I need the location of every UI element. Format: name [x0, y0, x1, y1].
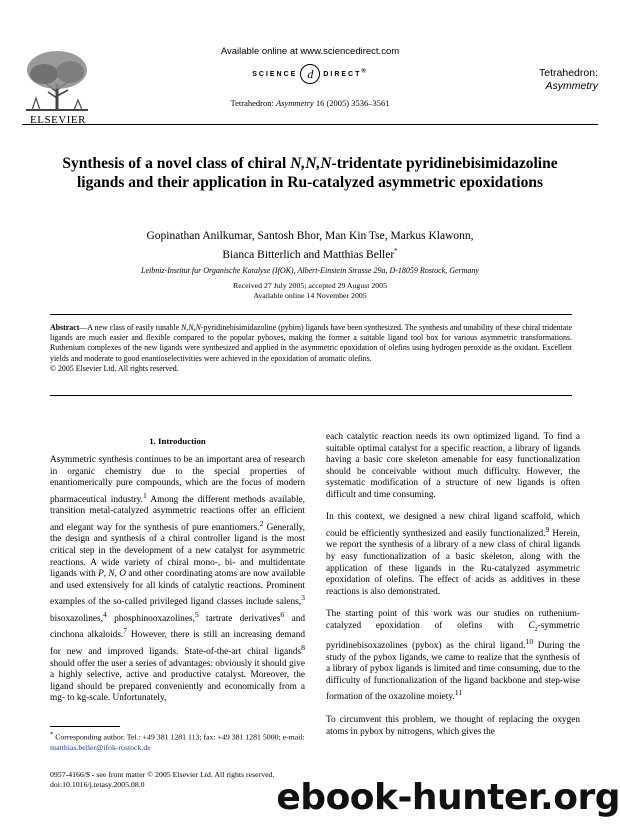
journal-name-line1: Tetrahedron:: [539, 67, 598, 79]
ref-4[interactable]: 4: [102, 609, 107, 619]
journal-citation: [0, 98, 620, 108]
abstract: [50, 323, 572, 374]
abstract-dash: —: [79, 323, 88, 332]
column-right: [326, 432, 580, 738]
ref-1[interactable]: 1: [143, 490, 147, 500]
corresponding-mark: *: [394, 247, 398, 255]
intro-paragraph-5: To circumvent this problem, we thought of replacing the oxygen atoms in pybox by nitrogens, which gives the: [326, 715, 580, 737]
title-part1: Synthesis of a novel class of chiral: [62, 155, 291, 172]
ref-6[interactable]: 6: [280, 609, 285, 619]
ref-2[interactable]: 2: [259, 518, 264, 528]
footer-line1: 0957-4166/$ - see front matter © 2005 Elsevier Ltd. All rights reserved.: [50, 770, 275, 779]
intro-paragraph-4: The starting point of this work was our studies on ruthenium-catalyzed epoxidation of olefins with $C_2$-symmetric pyridinebisoxazolines (pybox) as the chiral ligand.$^{10}$ During the study of the pybox ligands, we came to realize that the synthesis of a library of pybox ligands is limited and time consuming, due to the difficulty of functionalization of the ligand backbone and step-wise formation of the oxazoline moiety.$^{11}$: [326, 609, 580, 703]
abstract-bottom-rule: [50, 395, 572, 396]
available-online-line: [0, 46, 620, 57]
intro-paragraph-1: Asymmetric synthesis continues to be an important area of research in organic chemistry due to the special properties of enantiomerically pure compounds, which are the focus of modern pharmaceutical industry.$^1$ Among the different methods available, transition metal-catalyzed asymmetric reactions offer an efficient and elegant way for the synthesis of pure enantiomers.$^2$ Generally, the design and synthesis of a chiral controller ligand is the most critical step in the development of a new catalyst for asymmetric reactions. A wide variety of chiral mono-, bi- and multidentate ligands with P, N, O and other coordinating atoms are now available and used extensively for all kinds of catalytic reactions. Prominent examples of the so-called privileged ligand classes include salens,$^3$ bisoxazolines,$^4$ phosphinooxazolines,$^5$ tartrate derivatives$^6$ and cinchona alkaloids.$^7$ However, there is still an increasing demand for new and improved ligands. State-of-the-art chiral ligands$^8$ should offer the user a series of advantages: obviously it should give a highly selective, active and productive catalyst. Moreover, the ligand should be prepared conveniently and economically from a mg- to kg-scale. Unfortunately,: [50, 455, 305, 704]
authors-line1: Gopinathan Anilkumar, Santosh Bhor, Man Kin Tse, Markus Klawonn,: [146, 230, 474, 242]
publisher-name: ELSEVIER: [30, 114, 86, 126]
journal-name: [539, 67, 598, 93]
elsevier-tree-logo: [22, 48, 92, 120]
intro-paragraph-3: In this context, we designed a new chiral ligand scaffold, which could be efficiently synthesized and easily functionalized.$^9$ Herein, we report the synthesis of a library of a new class of chiral ligands by easy functionalization of a basic skeleton, along with the application of these ligands in the Ru-catalyzed asymmetric epoxidation of olefins. The effect of acids as additives in these reactions is also demonstrated.: [326, 512, 581, 597]
journal-name-line2: Asymmetry: [545, 80, 598, 92]
watermark: ebook-hunter.org: [276, 777, 620, 818]
corresponding-author-footnote: [50, 730, 310, 753]
journal-citation-post: 16 (2005) 3536–3561: [313, 98, 390, 108]
footnote-mark: *: [50, 731, 54, 738]
sciencedirect-logo: [0, 64, 620, 84]
available-online-text: Available online at www.sciencedirect.com: [220, 46, 400, 57]
title-italic: N,N,N: [290, 155, 332, 172]
ref-7[interactable]: 7: [123, 626, 128, 636]
ref-9[interactable]: 9: [545, 524, 550, 534]
footer-doi: doi:10.1016/j.tetasy.2005.08.0: [50, 780, 145, 789]
ref-11[interactable]: 11: [454, 688, 463, 698]
abstract-text2: -pyridinebisimidazoline (pybim) ligands have been synthesized. The synthesis and tunability of these chiral tridentate ligands are much easier and flexible compared to the popular pyboxes, making the former a suitable ligand tool box for various asymmetric transformations. Ruthenium complexes of the new ligands were synthesized and applied in the asymmetric epoxidation of olefins using hydrogen peroxide as the oxidant. Excellent yields and moderate to good enantioselectivities were achieved in the epoxidation of aromatic olefins.: [50, 323, 572, 363]
ref-8[interactable]: 8: [301, 643, 305, 653]
sd-right: DIRECT: [323, 70, 362, 78]
intro-paragraph-2: each catalytic reaction needs its own optimized ligand. To find a suitable optimal catalyst for a specific reaction, a library of ligands having a basic core skeleton amenable for easy functionalization should be conceivable without much difficulty. However, the systematic modification of a structure of new ligands is often difficult and time consuming.: [326, 432, 580, 500]
footnote-rule: [50, 726, 120, 727]
affiliation: Leibniz-Institut fur Organische Katalyse (IfOK), Albert-Einstein Strasse 29a, D-18059 Rostock, Germany: [141, 266, 479, 275]
abstract-italic: N,N,N: [181, 323, 201, 332]
ref-3[interactable]: 3: [301, 593, 305, 603]
abstract-label: Abstract: [50, 323, 80, 332]
ref-10[interactable]: 10: [525, 637, 534, 647]
column-left: [50, 455, 305, 705]
header-rule: [22, 124, 598, 125]
article-title: [60, 154, 560, 192]
received-date: Received 27 July 2005; accepted 29 August 2005: [233, 281, 387, 290]
author-email-link[interactable]: matthias.beller@ifok-rostock.de: [50, 742, 151, 752]
sd-left: SCIENCE: [252, 70, 298, 78]
copyright: © 2005 Elsevier Ltd. All rights reserved.: [50, 363, 179, 373]
abstract-top-rule: [50, 314, 572, 315]
journal-citation-pre: Tetrahedron:: [230, 98, 276, 108]
ref-5[interactable]: 5: [194, 609, 199, 619]
journal-citation-italic: Asymmetry: [275, 98, 314, 108]
section-heading-introduction: 1. Introduction: [149, 436, 206, 446]
title-part2: -tridentate pyridinebisimidazoline ligands and their application in Ru-catalyzed asymmetric epoxidations: [76, 155, 558, 191]
footnote-text: Corresponding author. Tel.: +49 381 1281 113; fax: +49 381 1281 5000; e-mail:: [55, 732, 305, 742]
online-date: Available online 14 November 2005: [253, 291, 367, 300]
sd-tm: ®: [361, 68, 368, 75]
authors-line2: Bianca Bitterlich and Matthias Beller: [222, 248, 395, 261]
author-list: [60, 229, 560, 263]
article-dates: [40, 281, 580, 301]
sd-mid: d: [300, 64, 320, 84]
abstract-text1: A new class of easily tunable: [87, 323, 182, 332]
